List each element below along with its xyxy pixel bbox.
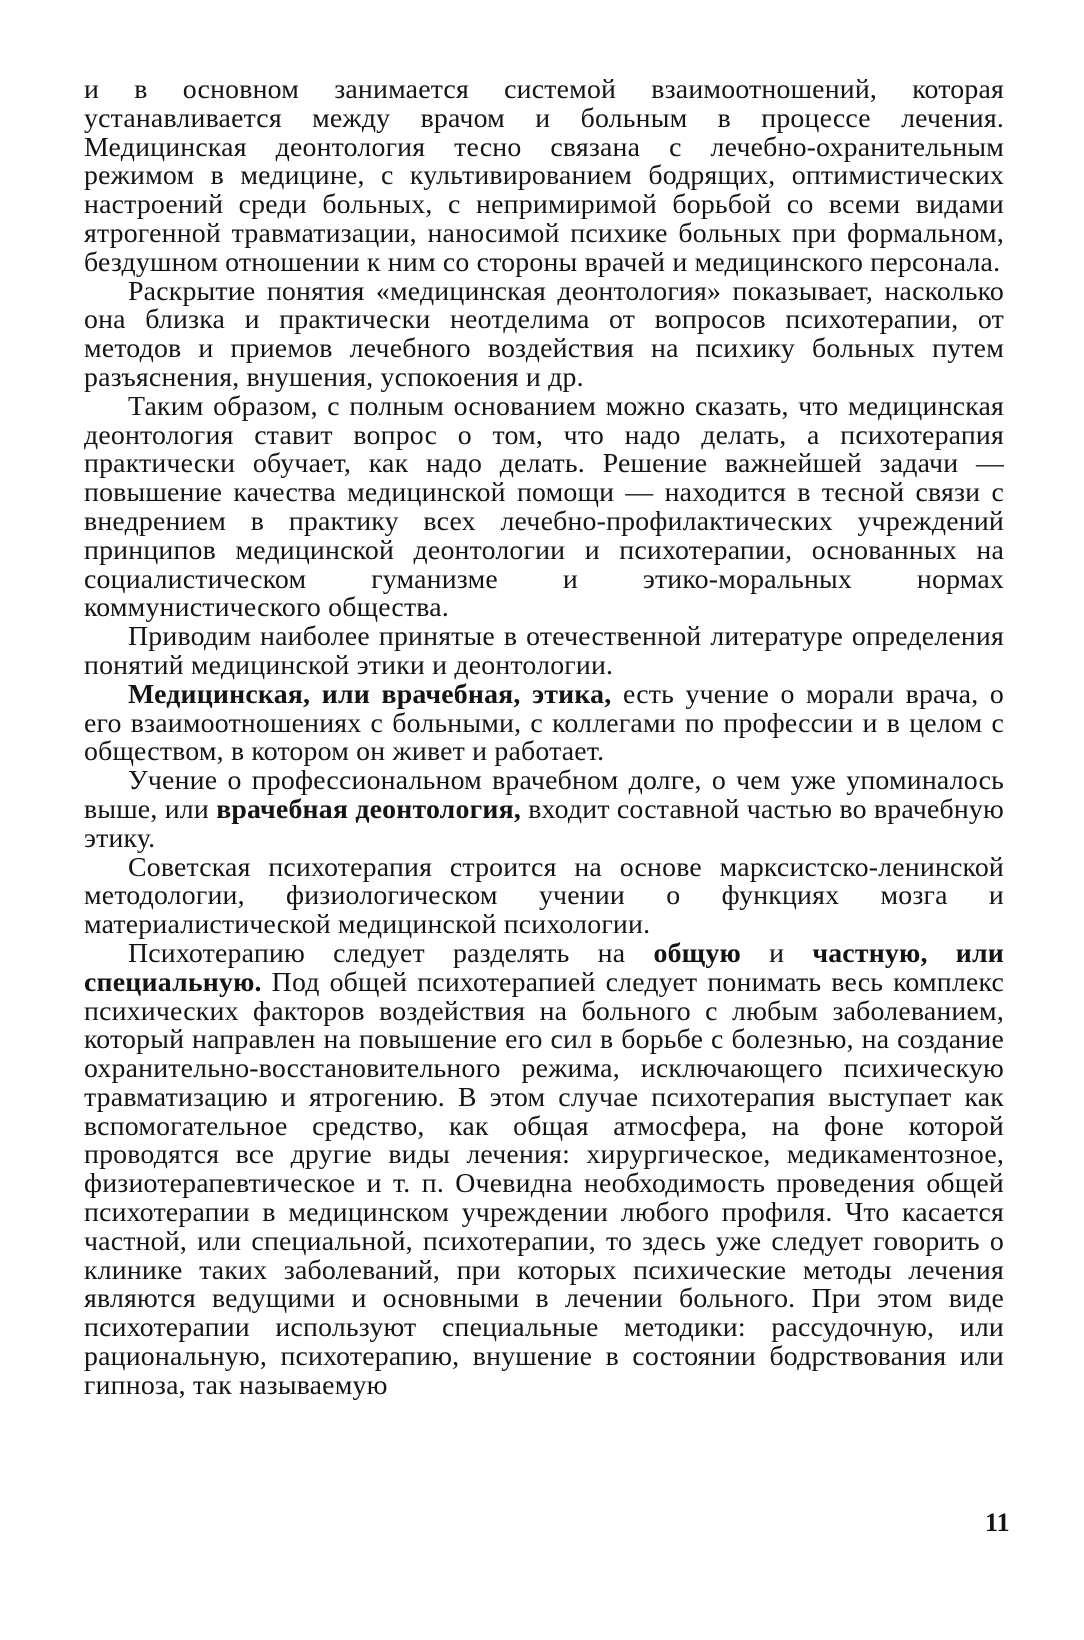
paragraph-5-text: есть учение о морали врача, о его взаимоотношениях с больными, с коллегами по профессии и в целом с обществом, в котором он живет и работает. xyxy=(84,678,1004,768)
page-number: 11 xyxy=(985,1508,1010,1537)
paragraph-8 xyxy=(84,937,1005,1401)
paragraph-7: Советская психотерапия строится на основе марксистско-ленинской методологии, физиологическом учении о функциях мозга и материалистической медицинской психологии. xyxy=(84,851,1004,941)
paragraph-8-text-a: Психотерапию следует разделять на xyxy=(128,937,654,969)
term-special: частную, или специальную. xyxy=(84,937,1005,998)
term-medical-deontology: врачебная деонтология, xyxy=(216,793,521,825)
page-body xyxy=(84,76,1004,1401)
paragraph-2: Раскрытие понятия «медицинская деонтология» показывает, насколько она близка и практически неотделима от вопросов психотерапии, от методов и приемов лечебного воздействия на психику больных путем разъяснения, внушения, успокоения и др. xyxy=(84,275,1004,393)
paragraph-6 xyxy=(84,767,1004,853)
term-medical-ethics: Медицинская, или врачебная, этика, xyxy=(128,678,612,710)
paragraph-1: и в основном занимается системой взаимоотношений, которая устанавливается между врачом и больным в процессе лечения. Медицинская деонтология тесно связана с лечебно-охранительным режимом в медицине, с культивированием бодрящих, оптимистических настроений среди больных, с непримиримой борьбой со всеми видами ятрогенной травматизации, наносимой психике больных при формальном, бездушном отношении к ним со стороны врачей и медицинского персонала. xyxy=(84,74,1004,278)
paragraph-8-text-c: Под общей психотерапией следует понимать весь комплекс психических факторов воздействия на больного с любым заболеванием, который направлен на повышение его сил в борьбе с болезнью, на создание охранительно-восстановительного режима, исключающего психическую травматизацию и ятрогению. В этом случае психотерапия выступает как вспомогательное средство, как общая атмосфера, на фоне которой проводятся все другие виды лечения: хирургическое, медикаментозное, физиотерапевтическое и т. п. Очевидна необходимость проведения общей психотерапии в медицинском учреждении любого профиля. Что касается частной, или специальной, психотерапии, то здесь уже следует говорить о клинике таких заболеваний, при которых психические методы лечения являются ведущими и основными в лечении больного. При этом виде психотерапии используют специальные методики: рассудочную, или рациональную, психотерапию, внушение в состоянии бодрствования или гипноза, так называемую xyxy=(84,966,1004,1401)
term-general: общую xyxy=(653,937,741,969)
paragraph-5 xyxy=(84,678,1004,768)
paragraph-4: Приводим наиболее принятые в отечественной литературе определения понятий медицинской этики и деонтологии. xyxy=(84,621,1004,681)
paragraph-6-text-a: Учение о профессиональном врачебном долге, о чем уже упоминалось выше, или xyxy=(84,765,1004,825)
paragraph-8-text-b: и xyxy=(740,937,813,969)
paragraph-3: Таким образом, с полным основанием можно сказать, что медицинская деонтология ставит вопрос о том, что надо делать, а психотерапия практически обучает, как надо делать. Решение важнейшей задачи — повышение качества медицинской помощи — находится в тесной связи с внедрением в практику всех лечебно-профилактических учреждений принципов медицинской деонтологии и психотерапии, основанных на социалистическом гуманизме и этико-моральных нормах коммунистического общества. xyxy=(84,390,1004,624)
paragraph-6-text-b: входит составной частью во врачебную этику. xyxy=(84,793,1004,854)
